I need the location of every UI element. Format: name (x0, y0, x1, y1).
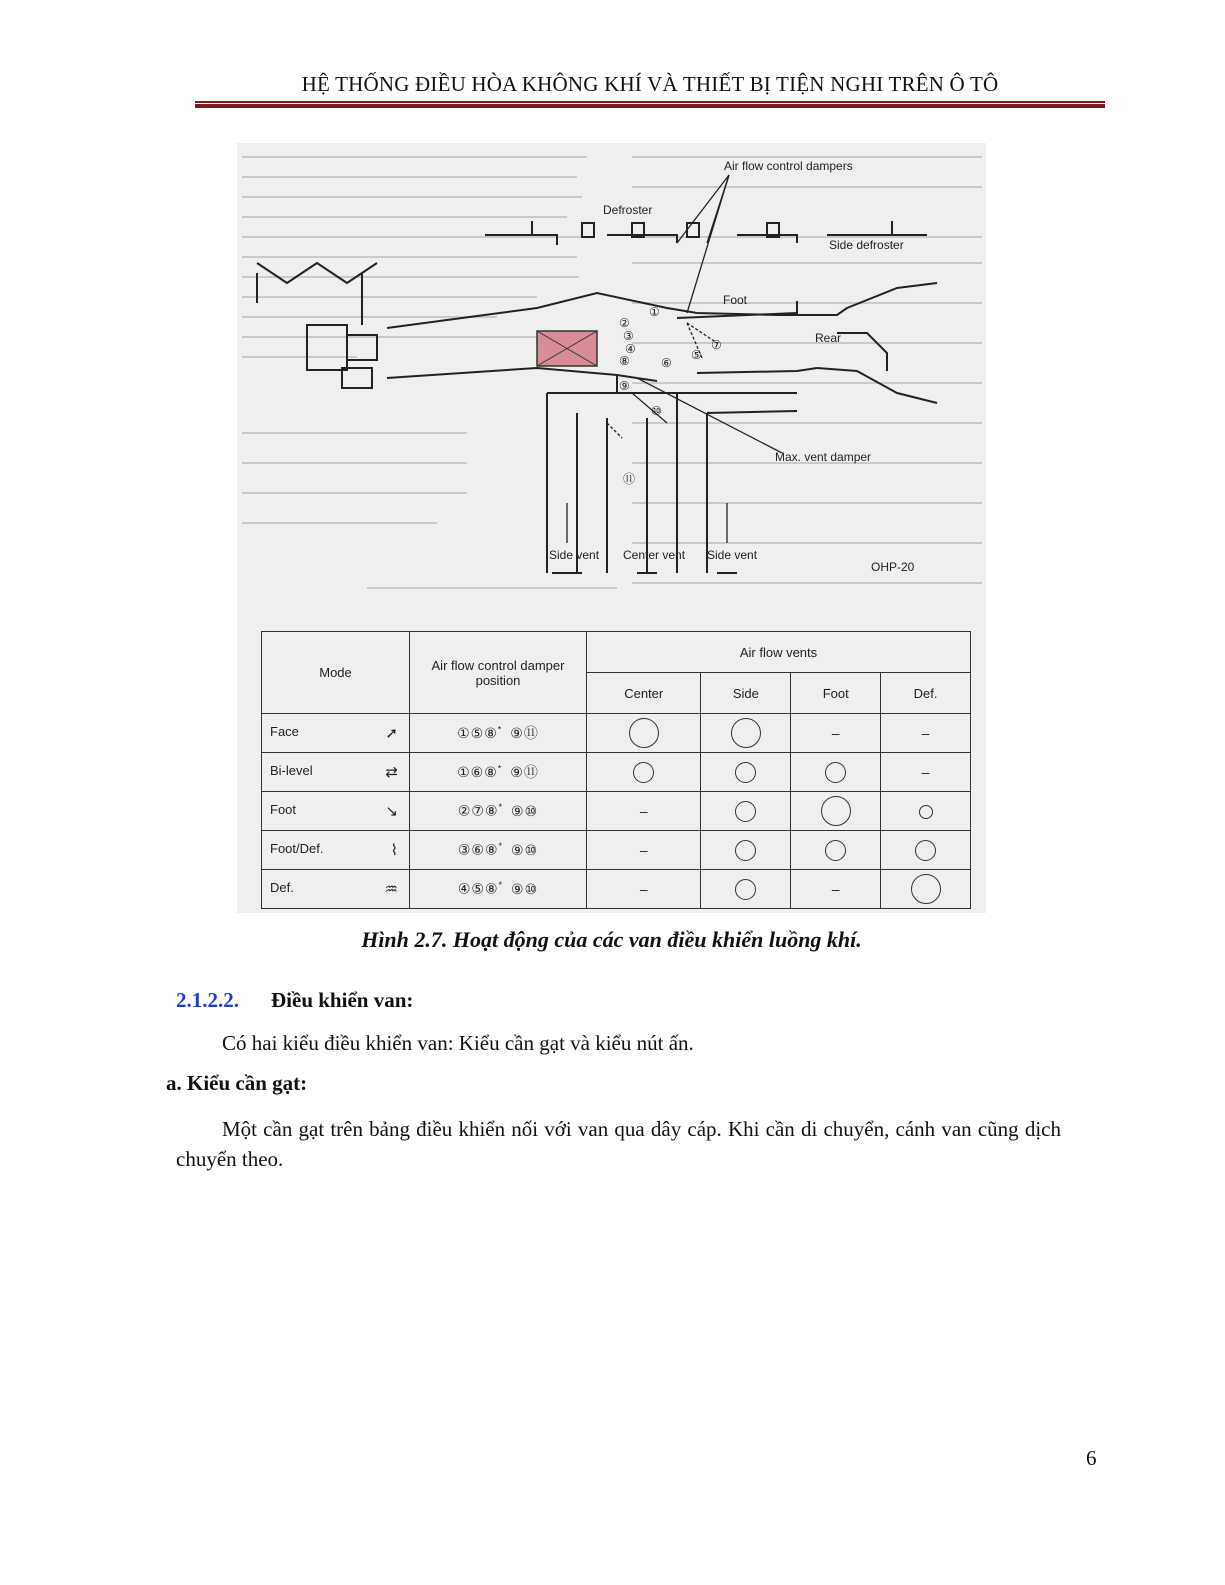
vent-none-dash: – (921, 764, 930, 780)
vent-flow-circle-medium (633, 762, 654, 783)
vent-cell (701, 714, 791, 753)
duct-diagram (237, 143, 986, 623)
foot-mode-icon: ↘ (385, 803, 398, 820)
vent-cell (791, 714, 881, 753)
damper-asterisk: * (498, 841, 504, 852)
mode-cell (262, 831, 410, 870)
header-foot: Foot (791, 673, 881, 714)
def-mode-icon: ♒ (384, 881, 398, 898)
damper-number-11: ⑪ (623, 472, 636, 486)
mode-cell (262, 870, 410, 909)
label-side-vent-left: Side vent (549, 548, 600, 562)
vent-flow-circle-medium (735, 840, 756, 861)
vent-cell (587, 792, 701, 831)
vent-cell (881, 792, 971, 831)
vent-cell (791, 753, 881, 792)
vent-flow-circle-large (629, 718, 659, 748)
table-row (262, 714, 971, 753)
damper-asterisk: * (498, 880, 504, 891)
vent-cell (701, 792, 791, 831)
vent-cell (701, 831, 791, 870)
label-air-flow-control-dampers: Air flow control dampers (724, 159, 853, 173)
face-mode-icon: ➚ (385, 725, 398, 742)
page-header-title: HỆ THỐNG ĐIỀU HÒA KHÔNG KHÍ VÀ THIẾT BỊ TIỆN NGHI TRÊN Ô TÔ (301, 72, 999, 96)
header-rule-thin (195, 101, 1105, 103)
header-rule-thick (195, 104, 1105, 108)
figure-caption: Hình 2.7. Hoạt động của các van điều khiển luồng khí. (361, 927, 862, 952)
damper-position-cell (410, 831, 587, 870)
table-row (262, 792, 971, 831)
vent-cell (701, 753, 791, 792)
damper-position-cell (410, 870, 587, 909)
header-center: Center (587, 673, 701, 714)
vent-flow-circle-large (821, 796, 851, 826)
damper-sequence-tail: ⑨⑪ (510, 725, 539, 741)
mode-label: Def. (270, 880, 294, 895)
mode-label: Face (270, 724, 299, 739)
damper-number-8: ⑧ (619, 354, 630, 368)
vent-cell (791, 792, 881, 831)
damper-sequence: ①⑤⑧ (457, 725, 498, 741)
vent-cell (701, 870, 791, 909)
vent-none-dash: – (921, 725, 930, 741)
mode-table (261, 631, 971, 909)
vent-cell (881, 831, 971, 870)
mode-label: Bi-level (270, 763, 313, 778)
vent-cell (791, 831, 881, 870)
damper-pointer-lines (567, 175, 782, 543)
damper-asterisk: * (497, 763, 503, 774)
damper-number-10: ⑩ (651, 404, 662, 418)
vent-flow-circle-medium (825, 840, 846, 861)
mode-cell (262, 714, 410, 753)
damper-number-2: ② (619, 316, 630, 330)
vent-flow-circle-medium (915, 840, 936, 861)
vent-none-dash: – (831, 725, 840, 741)
vent-none-dash: – (831, 881, 840, 897)
damper-position-cell (410, 792, 587, 831)
vent-none-dash: – (639, 881, 648, 897)
vent-cell (587, 753, 701, 792)
subsection-heading: a. Kiểu cần gạt: (166, 1071, 308, 1095)
damper-position-cell (410, 753, 587, 792)
damper-number-3: ③ (623, 329, 634, 343)
damper-number-4: ④ (625, 342, 636, 356)
paragraph-valve-control-types: Có hai kiểu điều khiển van: Kiểu cần gạt và kiểu nút ấn. (222, 1031, 694, 1055)
damper-number-1: ① (649, 305, 660, 319)
bilevel-mode-icon: ⇄ (385, 764, 398, 781)
mode-cell (262, 792, 410, 831)
label-foot: Foot (723, 293, 748, 307)
vent-flow-circle-large (731, 718, 761, 748)
label-defroster: Defroster (603, 203, 653, 217)
table-row (262, 753, 971, 792)
damper-sequence: ④⑤⑧ (457, 880, 499, 897)
header-def: Def. (881, 673, 971, 714)
vent-flow-circle-medium (735, 879, 756, 900)
vent-cell (587, 870, 701, 909)
damper-sequence: ①⑥⑧ (457, 764, 498, 780)
section-number: 2.1.2.2. (176, 988, 239, 1012)
label-max-vent-damper: Max. vent damper (775, 450, 872, 464)
duct-outline (257, 221, 937, 573)
damper-position-cell (410, 714, 587, 753)
vent-flow-circle-medium (825, 762, 846, 783)
vent-cell (881, 753, 971, 792)
mode-label: Foot (270, 802, 297, 817)
page-number: 6 (1086, 1446, 1097, 1470)
label-side-vent-right: Side vent (707, 548, 758, 562)
vent-flow-circle-medium (735, 762, 756, 783)
mode-label: Foot/Def. (270, 841, 324, 856)
vent-flow-circle-small (919, 805, 933, 819)
vent-none-dash: – (639, 842, 648, 858)
damper-asterisk: * (498, 802, 504, 813)
damper-asterisk: * (497, 724, 503, 735)
header-mode: Mode (262, 632, 410, 714)
vent-cell (587, 831, 701, 870)
label-figure-code: OHP-20 (871, 560, 915, 574)
damper-sequence-tail: ⑨⑪ (510, 764, 539, 780)
header-side: Side (701, 673, 791, 714)
damper-sequence-tail: ⑨⑩ (511, 880, 539, 897)
damper-sequence-tail: ⑨⑩ (511, 802, 539, 819)
vent-none-dash: – (639, 803, 648, 819)
vent-flow-circle-large (911, 874, 941, 904)
damper-sequence: ③⑥⑧ (457, 841, 499, 858)
damper-number-5: ⑤ (691, 348, 702, 362)
damper-number-6: ⑥ (661, 356, 672, 370)
footdef-mode-icon: ⌇ (390, 842, 398, 859)
table-header-row (262, 632, 971, 673)
damper-sequence: ②⑦⑧ (457, 802, 499, 819)
air-flow-figure (237, 143, 986, 913)
header-air-flow-vents: Air flow vents (587, 632, 971, 673)
vent-cell (587, 714, 701, 753)
label-center-vent: Center vent (623, 548, 686, 562)
mode-table-body (262, 714, 971, 909)
damper-number-9: ⑨ (619, 379, 630, 393)
table-row (262, 831, 971, 870)
label-rear: Rear (815, 331, 842, 345)
label-side-defroster: Side defroster (829, 238, 904, 252)
damper-number-7: ⑦ (711, 338, 722, 352)
vent-flow-circle-medium (735, 801, 756, 822)
section-title: Điều khiển van: (271, 988, 414, 1012)
vent-cell (881, 870, 971, 909)
header-damper-position: Air flow control damper position (410, 632, 587, 714)
damper-sequence-tail: ⑨⑩ (511, 841, 539, 858)
section-heading (176, 988, 413, 1013)
mode-cell (262, 753, 410, 792)
table-row (262, 870, 971, 909)
vent-cell (791, 870, 881, 909)
vent-cell (881, 714, 971, 753)
paragraph-lever-type: Một cần gạt trên bảng điều khiển nối với van qua dây cáp. Khi cần di chuyển, cánh van cũng dịch chuyển theo. (176, 1117, 1061, 1171)
scan-ghost-text (242, 157, 982, 588)
